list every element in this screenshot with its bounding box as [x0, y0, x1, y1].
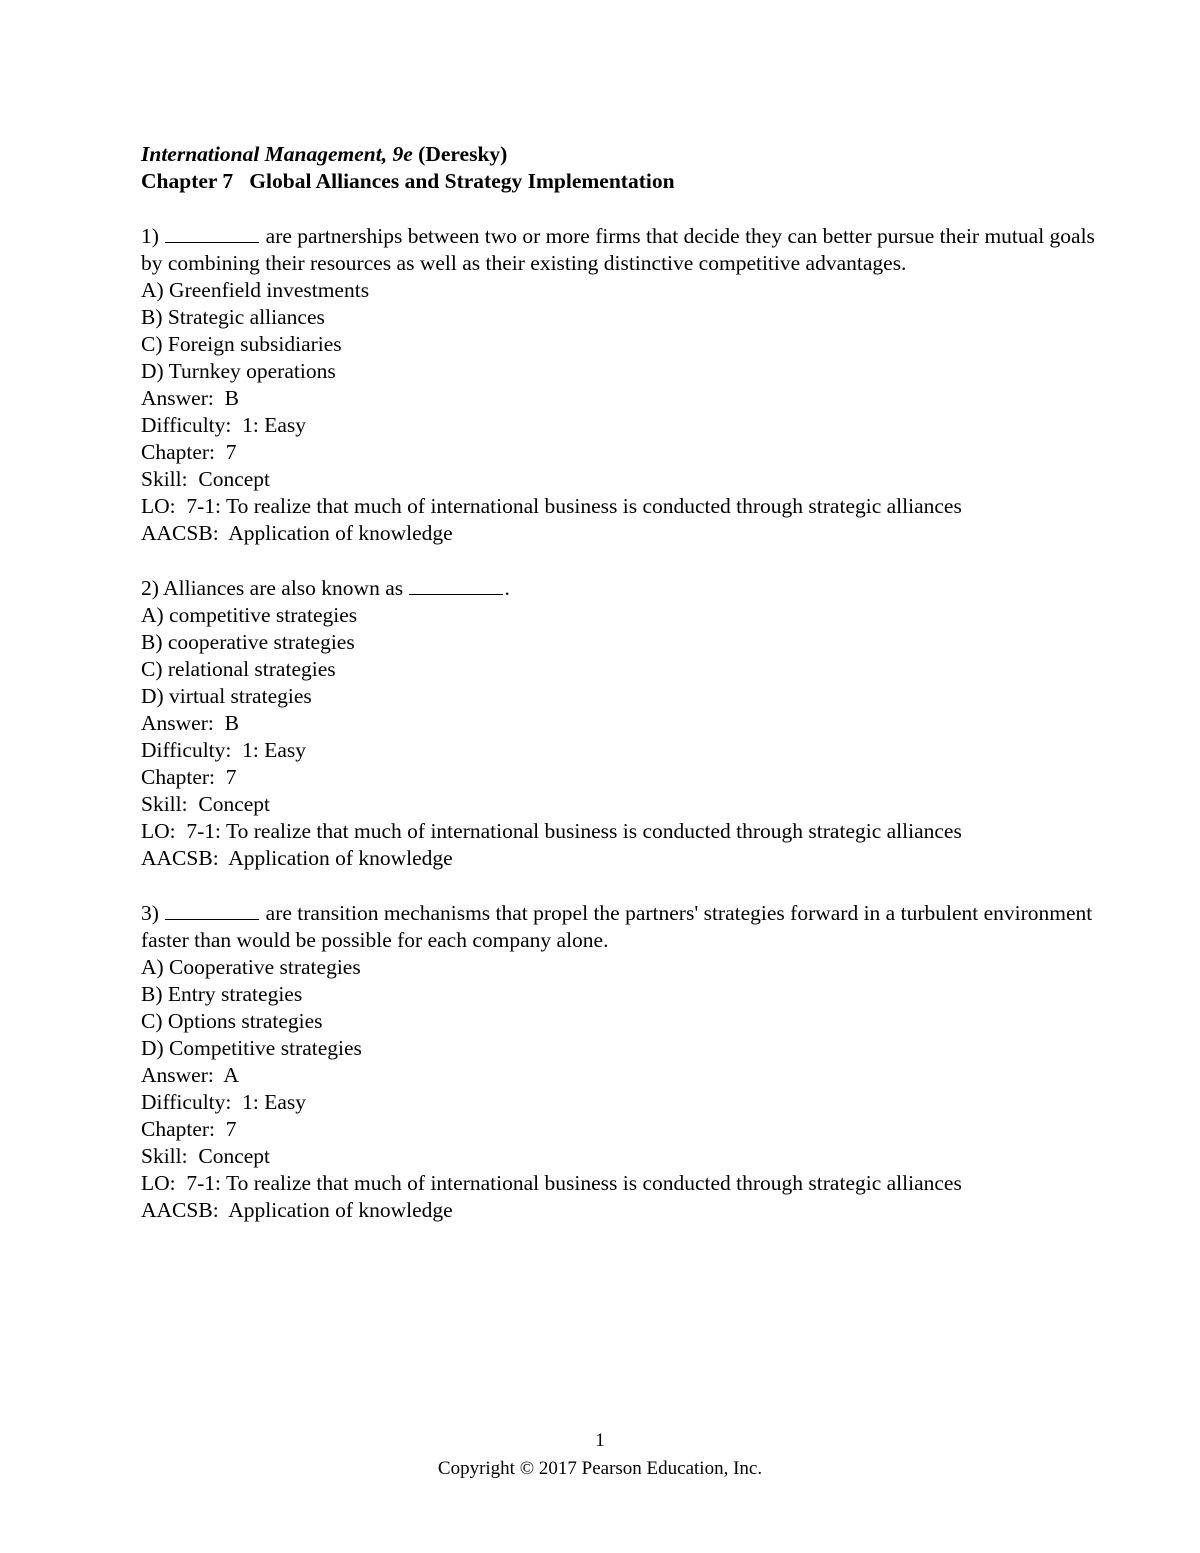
book-author: (Deresky): [412, 142, 508, 166]
option-a: A) Greenfield investments: [141, 278, 370, 302]
lo-line: LO: 7-1: To realize that much of international business is conducted through strategic alliances: [141, 494, 962, 518]
question-text: are partnerships between two or more firms that decide they can better pursue their mutual goals by combining their resources as well as their existing distinctive competitive advantages.: [141, 224, 1095, 275]
question-text: are transition mechanisms that propel the partners' strategies forward in a turbulent environment faster than would be possible for each company alone.: [141, 901, 1093, 952]
answer-line: Answer: B: [141, 711, 239, 735]
aacsb-line: AACSB: Application of knowledge: [141, 846, 453, 870]
book-title-line: [141, 141, 1101, 168]
option-c: C) Options strategies: [141, 1009, 323, 1033]
question-text-end: .: [504, 576, 510, 600]
question-stem: [141, 574, 1101, 602]
difficulty-line: Difficulty: 1: Easy: [141, 1090, 307, 1114]
option-b: B) Entry strategies: [141, 982, 303, 1006]
question-text: 2) Alliances are also known as: [141, 576, 404, 600]
option-a: A) Cooperative strategies: [141, 955, 361, 979]
option-d: D) Competitive strategies: [141, 1036, 362, 1060]
lo-line: LO: 7-1: To realize that much of international business is conducted through strategic alliances: [141, 1171, 962, 1195]
skill-line: Skill: Concept: [141, 1144, 270, 1168]
option-d: D) virtual strategies: [141, 684, 312, 708]
question-stem: [141, 222, 1101, 277]
lo-line: LO: 7-1: To realize that much of international business is conducted through strategic alliances: [141, 819, 962, 843]
answer-blank: [165, 899, 259, 920]
aacsb-line: AACSB: Application of knowledge: [141, 521, 453, 545]
chapter-line: Chapter: 7: [141, 440, 237, 464]
question-3: [141, 899, 1101, 1224]
answer-blank: [409, 574, 503, 595]
question-2: [141, 574, 1101, 872]
difficulty-line: Difficulty: 1: Easy: [141, 413, 307, 437]
copyright-notice: Copyright © 2017 Pearson Education, Inc.: [437, 1458, 763, 1479]
aacsb-line: AACSB: Application of knowledge: [141, 1198, 453, 1222]
book-title: International Management, 9e: [141, 142, 413, 166]
skill-line: Skill: Concept: [141, 792, 270, 816]
question-1: [141, 222, 1101, 547]
chapter-heading: Chapter 7 Global Alliances and Strategy Implementation: [141, 169, 675, 193]
skill-line: Skill: Concept: [141, 467, 270, 491]
question-number: 1): [141, 224, 159, 248]
question-number: 3): [141, 901, 159, 925]
answer-line: Answer: A: [141, 1063, 239, 1087]
page-content: [141, 141, 1101, 1224]
option-b: B) Strategic alliances: [141, 305, 325, 329]
option-d: D) Turnkey operations: [141, 359, 336, 383]
question-stem: [141, 899, 1101, 954]
option-b: B) cooperative strategies: [141, 630, 355, 654]
page-number: 1: [595, 1430, 605, 1451]
difficulty-line: Difficulty: 1: Easy: [141, 738, 307, 762]
answer-line: Answer: B: [141, 386, 239, 410]
chapter-line: Chapter: 7: [141, 765, 237, 789]
chapter-line: Chapter: 7: [141, 1117, 237, 1141]
option-c: C) Foreign subsidiaries: [141, 332, 342, 356]
option-c: C) relational strategies: [141, 657, 336, 681]
option-a: A) competitive strategies: [141, 603, 358, 627]
answer-blank: [165, 222, 259, 243]
